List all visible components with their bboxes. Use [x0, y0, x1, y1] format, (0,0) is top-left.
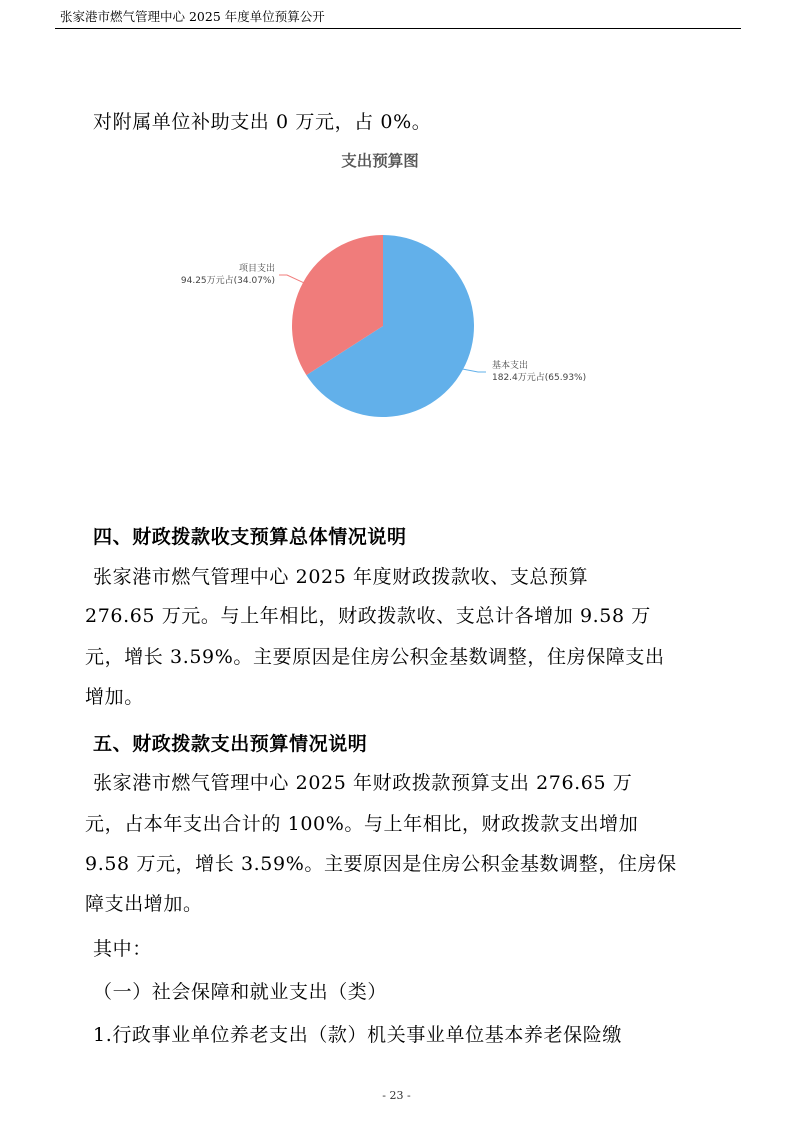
sub-heading-1: （一）社会保障和就业支出（类） [93, 981, 388, 1003]
chart-title: 支出预算图 [341, 152, 419, 170]
section-5-line-1: 张家港市燃气管理中心 2025 年财政拨款预算支出 276.65 万 [93, 772, 633, 794]
section-4-line-3: 元，增长 3.59%。主要原因是住房公积金基数调整，住房保障支出 [85, 646, 665, 668]
section-5-line-3: 9.58 万元，增长 3.59%。主要原因是住房公积金基数调整，住房保 [85, 853, 677, 875]
pie-label-value-1: 182.4万元占(65.93%) [492, 373, 587, 383]
item-1-line: 1.行政事业单位养老支出（款）机关事业单位基本养老保险缴 [93, 1024, 622, 1046]
pie-leader-line-1 [461, 369, 486, 372]
pie-label-name-1: 基本支出 [492, 361, 529, 371]
section-4-line-4: 增加。 [85, 686, 144, 708]
section-5-line-4: 障支出增加。 [85, 893, 203, 915]
section-4-line-1: 张家港市燃气管理中心 2025 年度财政拨款收、支总预算 [93, 566, 589, 588]
pie-leader-line-2 [279, 275, 305, 283]
page-number: - 23 - [382, 1089, 411, 1102]
pie-chart [0, 0, 793, 520]
section-4-line-2: 276.65 万元。与上年相比，财政拨款收、支总计各增加 9.58 万 [85, 605, 651, 627]
pie-label-value-2: 94.25万元占(34.07%) [180, 276, 275, 286]
qizhong-line: 其中： [93, 938, 152, 960]
paragraph-line: 对附属单位补助支出 0 万元，占 0%。 [93, 111, 432, 133]
section-4-heading: 四、财政拨款收支预算总体情况说明 [93, 526, 407, 548]
pie-label-name-2: 项目支出 [238, 264, 275, 274]
page-header: 张家港市燃气管理中心 2025 年度单位预算公开 [60, 9, 325, 24]
section-5-line-2: 元，占本年支出合计的 100%。与上年相比，财政拨款支出增加 [85, 813, 639, 835]
section-5-heading: 五、财政拨款支出预算情况说明 [93, 733, 368, 755]
